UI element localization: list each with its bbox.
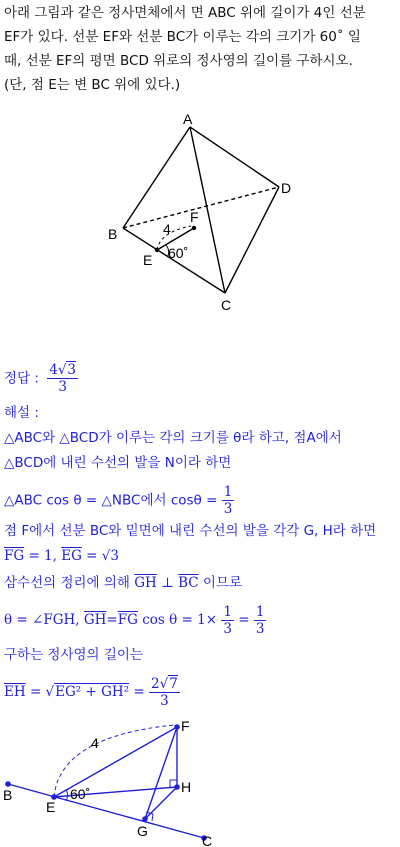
cos-num: 1	[223, 484, 233, 500]
s6-prefix: 삼수선의 정리에 의해	[4, 575, 130, 591]
length-4: 4	[91, 735, 99, 751]
s9-root: EG² + GH²	[55, 684, 130, 700]
point-f	[174, 724, 180, 730]
line-fg	[145, 727, 177, 819]
edge-cd	[225, 187, 279, 293]
label-g: G	[137, 823, 148, 839]
solution-line-4: 점 F에서 선분 BC와 밑면에 내린 수선의 발을 각각 G, H라 하면	[4, 523, 377, 539]
label-a: A	[183, 111, 193, 127]
s7-mid: =	[106, 612, 118, 628]
line-gh	[145, 787, 177, 819]
s7-num2: 1	[255, 604, 265, 620]
s9-eq: =	[29, 684, 42, 700]
angle-60: 60˚	[168, 245, 189, 261]
point-g	[142, 816, 148, 822]
label-b: B	[108, 226, 118, 242]
s7-eq: =	[238, 612, 250, 628]
solution-line-2: △BCD에 내린 수선의 발을 N이라 하면	[4, 455, 232, 471]
answer-label: 정답 :	[4, 370, 39, 387]
tetrahedron-figure	[0, 100, 400, 330]
solution-heading: 해설 :	[4, 405, 39, 421]
solution-line-8: 구하는 정사영의 길이는	[4, 647, 143, 663]
s9-eq2: =	[133, 684, 145, 700]
s9-num-coef: 2	[150, 676, 160, 692]
s7-den2: 3	[255, 621, 265, 637]
perp-symbol: ⊥	[161, 575, 174, 591]
label-f: F	[181, 718, 190, 734]
s6-suffix: 이므로	[202, 575, 243, 591]
label-c: C	[221, 297, 232, 313]
answer-num-coef: 4	[49, 362, 58, 378]
problem-line-2: EF가 있다. 선분 EF와 선분 BC가 이루는 각의 크기가 60˚ 일	[4, 29, 361, 45]
s7-left: θ = ∠FGH,	[4, 612, 80, 628]
projection-figure	[0, 715, 400, 847]
problem-line-3: 때, 선분 EF의 평면 BCD 위로의 정사영의 길이를 구하시오.	[4, 53, 353, 69]
point-b	[5, 781, 11, 787]
label-e: E	[143, 252, 153, 268]
label-e: E	[46, 799, 56, 815]
label-c: C	[202, 833, 213, 847]
seg-gh: $\overline{GH}$	[134, 575, 157, 591]
edge-ad	[190, 127, 279, 187]
label-b: B	[3, 787, 13, 803]
s7-gh: $\overline{GH}$	[83, 612, 107, 628]
solution-line-3	[4, 484, 234, 517]
seg-fg: $\overline{FG}$	[4, 548, 25, 564]
angle-60: 60˚	[70, 786, 91, 802]
point-f	[192, 226, 196, 230]
label-d: D	[281, 180, 292, 196]
solution-line-6	[4, 572, 242, 594]
problem-line-1: 아래 그림과 같은 정사면체에서 면 ABC 위에 길이가 4인 선분	[4, 5, 366, 21]
s9-num-root: 7	[169, 676, 178, 692]
s7-right: cos θ = 1×	[142, 612, 218, 628]
s9-eh: $\overline{EH}$	[4, 684, 26, 700]
solution-line-3-text: △ABC cos θ = △NBC에서 cosθ =	[4, 492, 218, 509]
eg-value: = √3	[86, 548, 119, 564]
fg-value: = 1,	[28, 548, 57, 564]
s7-fg: $\overline{FG}$	[117, 612, 138, 628]
s7-num1: 1	[223, 604, 232, 620]
seg-eg: $\overline{EG}$	[61, 548, 82, 564]
label-h: H	[181, 779, 192, 795]
solution-line-1: △ABC와 △BCD가 이루는 각의 크기를 θ라 하고, 점A에서	[4, 430, 342, 446]
answer-num-root: 3	[67, 362, 77, 378]
problem-line-4: (단, 점 E는 변 BC 위에 있다.)	[4, 77, 181, 93]
answer-fraction: $\frac{4√3}{3}$	[49, 362, 77, 395]
solution-line-5	[4, 545, 119, 567]
seg-bc: $\overline{BC}$	[178, 575, 199, 591]
point-h	[174, 784, 180, 790]
s7-den1: 3	[223, 621, 232, 637]
answer-line	[4, 362, 78, 395]
solution-line-9: $\overline{EH} = √EG^2 + GH^2$ = $\frac{2√7}{3}$	[4, 676, 178, 709]
s9-den: 3	[160, 693, 169, 709]
label-f: F	[190, 209, 199, 225]
point-e	[155, 248, 159, 252]
length-4: 4	[163, 221, 171, 237]
cos-den: 3	[223, 501, 233, 517]
solution-line-7	[4, 604, 266, 637]
answer-den: 3	[58, 379, 67, 395]
